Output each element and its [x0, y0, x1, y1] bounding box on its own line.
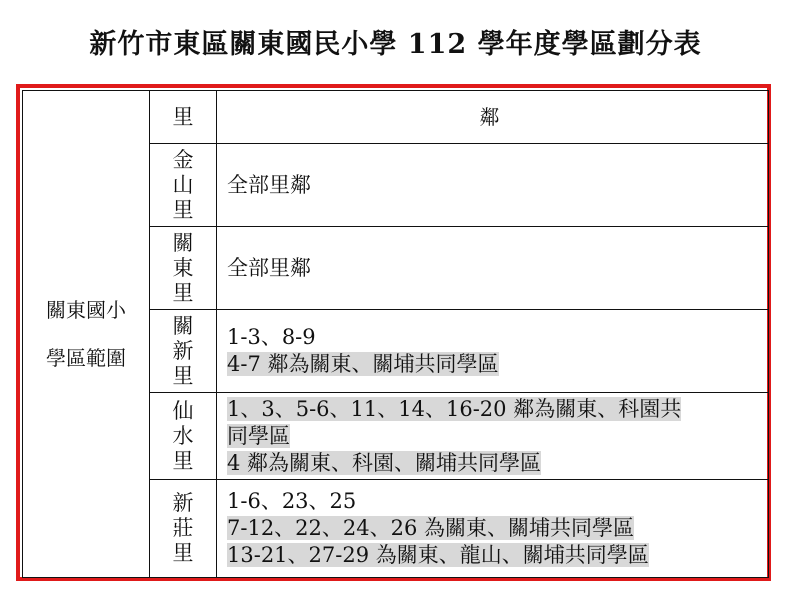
li-name-char: 關	[172, 313, 194, 338]
lin-cell	[217, 144, 769, 227]
li-name-char: 水	[172, 423, 194, 448]
lin-text: 4-7 鄰為關東、關埔共同學區	[227, 352, 499, 376]
li-name-cell	[150, 480, 217, 578]
lin-line	[227, 172, 762, 199]
lin-line	[227, 396, 762, 423]
lin-text: 13-21、27-29 為關東、龍山、關埔共同學區	[227, 543, 649, 567]
li-name-char: 東	[172, 255, 194, 280]
li-name-cell	[150, 144, 217, 227]
header-lin: 鄰	[217, 91, 769, 144]
li-name-char: 仙	[172, 398, 194, 423]
li-name-char: 關	[172, 230, 194, 255]
district-table	[22, 90, 769, 578]
area-label-line2: 學區範圍	[46, 346, 126, 370]
lin-line	[227, 542, 762, 569]
li-name-char: 山	[172, 172, 194, 197]
header-row	[23, 91, 769, 144]
lin-line	[227, 423, 762, 450]
li-name-char: 新	[172, 491, 194, 515]
li-name-char: 里	[172, 280, 194, 305]
area-cell	[23, 91, 150, 578]
lin-cell	[217, 480, 769, 578]
lin-text: 全部里鄰	[227, 255, 311, 280]
lin-line	[227, 450, 762, 477]
lin-text: 1、3、5-6、11、14、16-20 鄰為關東、科園共	[227, 396, 682, 421]
page-title: 新竹市東區關東國民小學 112 學年度學區劃分表	[89, 29, 702, 60]
lin-cell	[217, 310, 769, 393]
lin-line	[227, 515, 762, 542]
lin-text: 4 鄰為關東、科園、關埔共同學區	[227, 450, 542, 475]
li-name-char: 里	[172, 363, 194, 388]
lin-text: 全部里鄰	[227, 172, 311, 197]
lin-cell	[217, 227, 769, 310]
lin-line	[227, 488, 762, 515]
lin-line	[227, 324, 762, 351]
lin-line	[227, 351, 762, 378]
lin-text: 1-6、23、25	[227, 489, 357, 513]
area-label-line1: 關東國小	[46, 298, 126, 322]
header-li: 里	[150, 91, 217, 144]
li-name-cell	[150, 310, 217, 393]
li-name-char: 金	[172, 147, 194, 172]
li-name-cell	[150, 227, 217, 310]
li-name-char: 里	[172, 448, 194, 473]
li-name-char: 莊	[172, 516, 194, 540]
lin-line	[227, 255, 762, 282]
li-name-char: 里	[172, 197, 194, 222]
lin-cell	[217, 393, 769, 480]
lin-text: 1-3、8-9	[227, 325, 316, 349]
li-name-char: 里	[172, 541, 194, 565]
lin-text: 7-12、22、24、26 為關東、關埔共同學區	[227, 516, 635, 540]
li-name-char: 新	[172, 338, 194, 363]
lin-text: 同學區	[227, 423, 290, 448]
li-name-cell	[150, 393, 217, 480]
